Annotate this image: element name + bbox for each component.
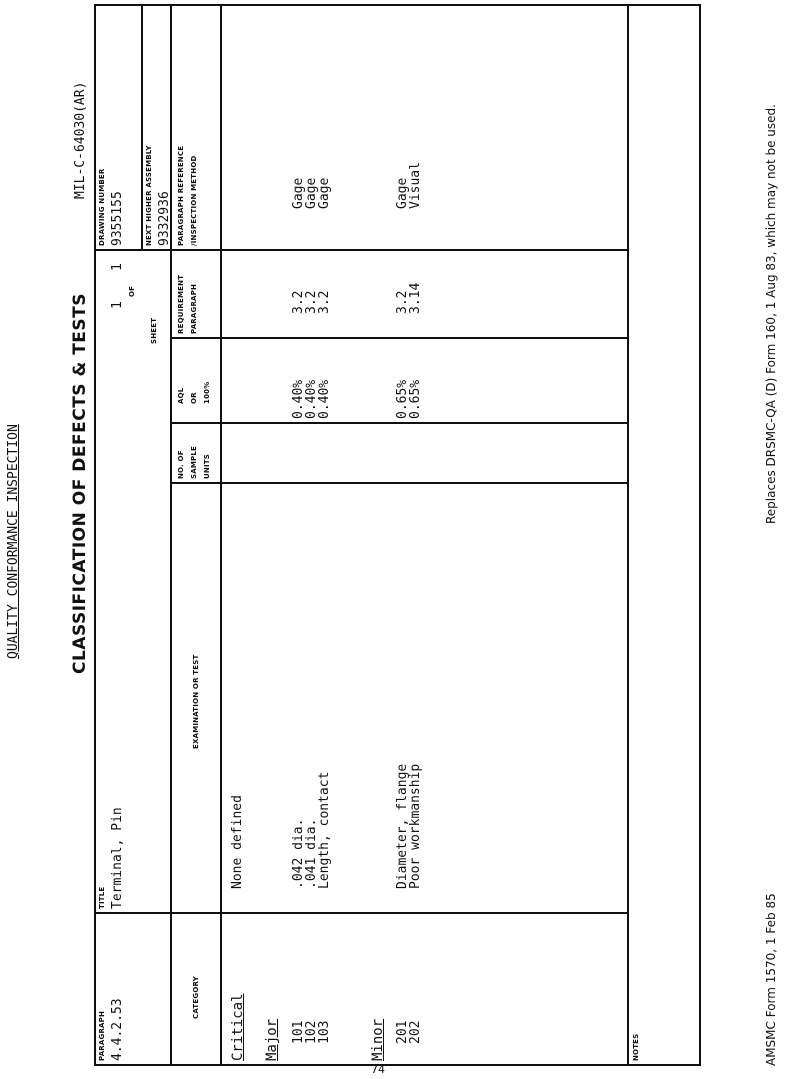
major-codes: 101 102 103	[291, 1020, 332, 1044]
spec-number: MIL-C-64030(AR)	[73, 81, 88, 199]
drawing-number-value: 9355155	[110, 191, 125, 246]
critical-text: None defined	[230, 795, 245, 889]
col-paragraph-reference: PARAGRAPH REFERENCE /INSPECTION METHOD	[177, 145, 198, 246]
minor-aql: 0.65% 0.65%	[395, 379, 423, 419]
category-major: Major	[264, 1018, 280, 1061]
major-inspection-method: Gage Gage Gage	[291, 177, 332, 209]
sheet-of-label: OF	[128, 285, 136, 297]
col-sample-units: NO. OF SAMPLE UNITS	[177, 446, 211, 479]
next-higher-assembly-label: NEXT HIGHER ASSEMBLY	[145, 145, 153, 246]
minor-examinations: Diameter, flange Poor workmanship	[395, 763, 423, 889]
col-requirement: REQUIREMENT PARAGRAPH	[177, 274, 198, 334]
minor-requirement: 3.2 3.14	[395, 282, 423, 314]
paragraph-label: PARAGRAPH	[98, 1010, 106, 1061]
title-value: Terminal, Pin	[110, 807, 125, 909]
major-aql: 0.40% 0.40% 0.40%	[291, 379, 332, 419]
page-number: 74	[371, 1063, 385, 1076]
paragraph-value: 4.4.2.53	[110, 998, 125, 1061]
col-category: CATEGORY	[192, 976, 200, 1019]
col-examination: EXAMINATION OR TEST	[192, 654, 200, 749]
col-aql: AQL OR 100%	[177, 381, 211, 404]
drawing-number-label: DRAWING NUMBER	[98, 168, 106, 246]
notes-label: NOTES	[632, 1033, 640, 1061]
next-higher-assembly-value: 9332936	[157, 191, 172, 246]
footer-form-id: AMSMC Form 1570, 1 Feb 85	[764, 893, 778, 1066]
sheet-number: 1	[110, 301, 125, 309]
major-examinations: .042 dia. .041 dia. Length, contact	[291, 771, 332, 889]
footer-replaces-note: Replaces DRSMC-QA (D) Form 160, 1 Aug 83, which may not be used.	[764, 104, 778, 524]
sheet-total: 1	[110, 263, 125, 271]
category-minor: Minor	[370, 1018, 386, 1061]
minor-inspection-method: Gage Visual	[395, 162, 423, 209]
title-label: TITLE	[98, 886, 106, 909]
form-subtitle: CLASSIFICATION OF DEFECTS & TESTS	[70, 293, 90, 674]
category-critical: Critical	[230, 993, 246, 1061]
sheet-label: SHEET	[150, 317, 158, 344]
minor-codes: 201 202	[395, 1020, 423, 1044]
page-title: QUALITY CONFORMANCE INSPECTION	[6, 424, 21, 659]
major-requirement: 3.2 3.2 3.2	[291, 290, 332, 314]
